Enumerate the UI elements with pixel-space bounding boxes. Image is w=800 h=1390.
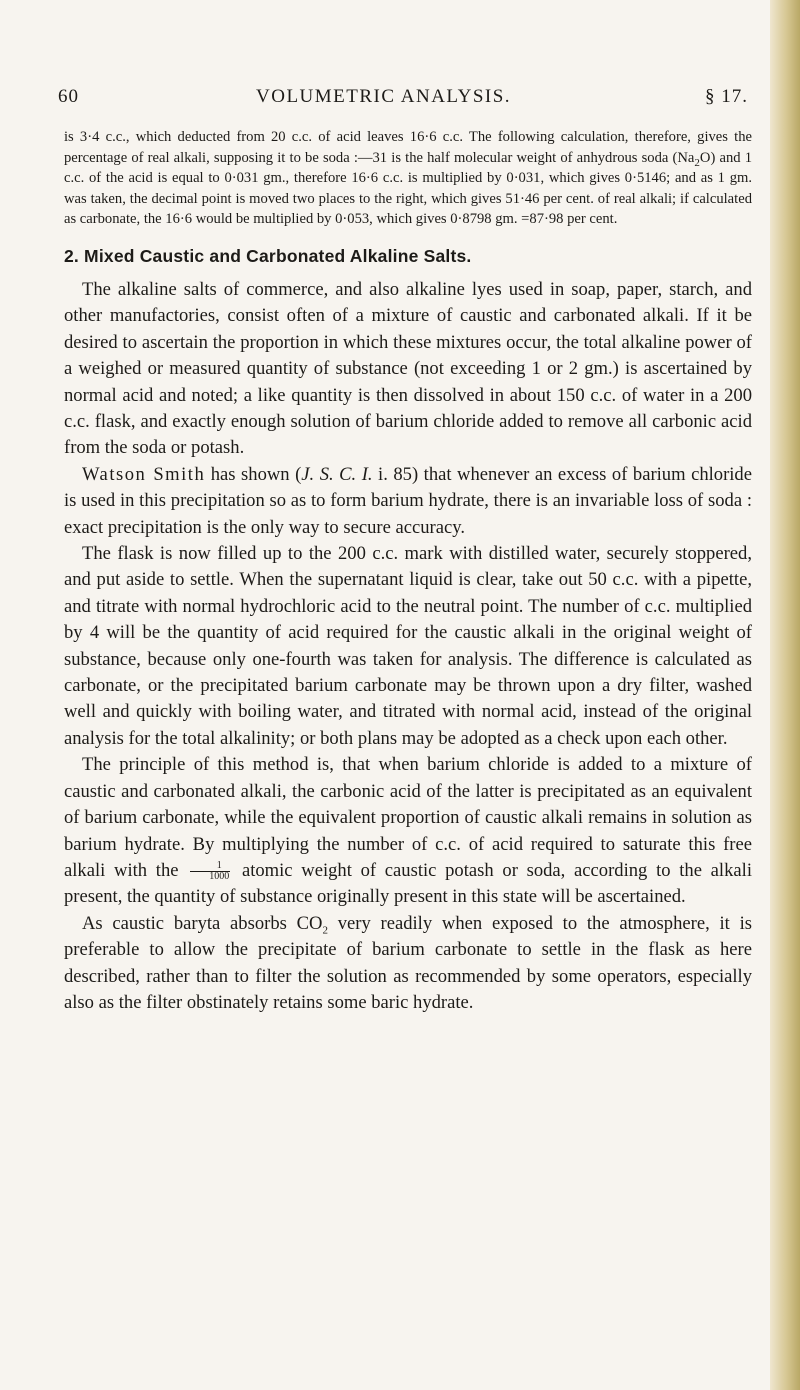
page-body — [64, 127, 752, 1016]
running-head — [58, 86, 748, 116]
paragraph-5-text-1: As caustic baryta absorbs CO — [82, 912, 323, 934]
journal-reference: J. S. C. I. — [301, 463, 373, 485]
subscript: 2 — [694, 156, 700, 169]
paragraph-1: The alkaline salts of commerce, and also alkaline lyes used in soap, paper, starch, and other manufactories, consist often of a mixture of caustic and carbonated alkali. If it be desired to ascertain the proportion in which these mixtures occur, the total alkaline power of a weighed or measured quantity of substance (not exceeding 1 or 2 gm.) is ascertained by normal acid and noted; a like quantity is then dissolved in about 150 c.c. of water in a 200 c.c. flask, and exactly enough solution of barium chloride added to remove all carbonic acid from the soda or potash. — [64, 278, 752, 459]
paragraph-2 — [64, 462, 752, 541]
fraction-denominator: 1000 — [209, 871, 230, 883]
intro-paragraph — [64, 127, 752, 230]
paragraph-5 — [64, 911, 752, 1017]
section-number: § 17. — [705, 86, 748, 107]
page-edge — [770, 0, 800, 1390]
fraction — [190, 861, 230, 882]
paragraph-5-text-2: very readily when exposed to the atmosphere, it is preferable to allow the precipitate of barium carbonate to settle in the flask as here described, rather than to filter the solution as recommended by some operators, especially also as the filter obstinately retains some baric hydrate. — [64, 912, 752, 1013]
fraction-numerator: 1 — [190, 861, 230, 872]
subscript: 2 — [322, 924, 328, 937]
intro-text-2: O) and 1 c.c. of the acid is equal to 0·031 gm., therefore 16·6 c.c. is multiplied by 0·031, which gives 0·5146; and as 1 gm. was taken, the decimal point is moved two places to the right, which gives 51·46 per cent. of real alkali; if calculated as carbonate, the 16·6 would be multiplied by 0·053, which gives 0·8798 gm. =87·98 per cent. — [64, 149, 752, 228]
paragraph-4-text-1: The principle of this method is, that when barium chloride is added to a mixture of caustic and carbonated alkali, the carbonic acid of the latter is precipitated as an equivalent of barium carbonate, while the equivalent proportion of caustic alkali remains in solution as barium hydrate. By multiplying the number of c.c. of acid required to saturate this free alkali with the — [64, 754, 752, 881]
section-heading: 2. Mixed Caustic and Carbonated Alkaline Salts. — [64, 245, 472, 266]
paragraph-2-text-2: i. 85) that whenever an excess of barium chloride is used in this precipitation so as to form barium hydrate, there is an invariable loss of soda : exact precipitation is the only way to secure accuracy. — [64, 463, 752, 538]
paragraph-2-text-1: has shown ( — [205, 463, 302, 485]
paragraph-3: The flask is now filled up to the 200 c.c. mark with distilled water, securely stoppered, and put aside to settle. When the supernatant liquid is clear, take out 50 c.c. with a pipette, and titrate with normal hydrochloric acid to the neutral point. The number of c.c. multiplied by 4 will be the quantity of acid required for the caustic alkali in the original weight of substance, because only one-fourth was taken for analysis. The difference is calculated as carbonate, or the precipitated barium carbonate may be thrown upon a dry filter, washed well and quickly with boiling water, and titrated with normal acid, instead of the original analysis for the total alkalinity; or both plans may be adopted as a check upon each other. — [64, 543, 752, 749]
running-title: VOLUMETRIC ANALYSIS. — [256, 86, 512, 107]
paragraph-4-text-2: atomic weight of caustic potash or soda, according to the alkali present, the quantity of substance originally present in this state will be ascertained. — [64, 859, 752, 908]
paragraph-4 — [64, 752, 752, 910]
author-name: Watson Smith — [82, 463, 206, 485]
intro-text-1: is 3·4 c.c., which deducted from 20 c.c. of acid leaves 16·6 c.c. The following calculation, therefore, gives the percentage of real alkali, supposing it to be soda :—31 is the half molecular weight of anhydrous soda (Na — [64, 129, 752, 166]
page-number: 60 — [58, 86, 79, 107]
